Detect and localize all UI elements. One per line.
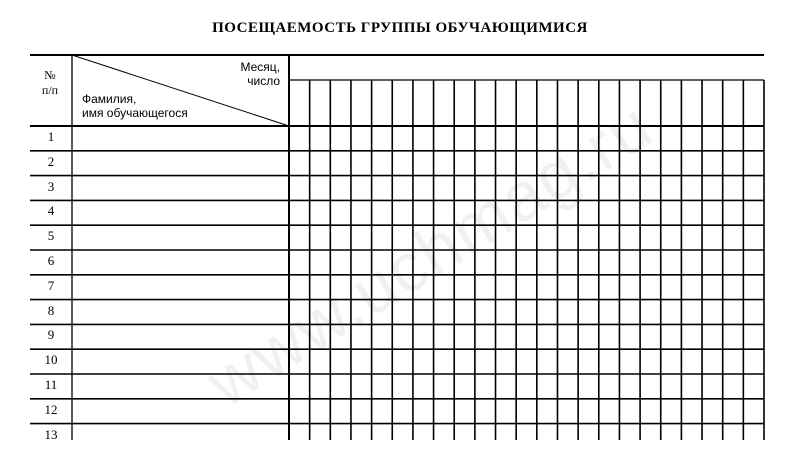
row-number: 13 [44,426,58,442]
header-surname-label: Фамилия, [82,92,137,106]
row-number: 6 [47,253,55,268]
header-number-abbr: п/п [41,83,59,97]
row-number: 2 [47,153,55,169]
header-month-label: Месяц, [240,60,280,74]
header-student-name [82,92,242,120]
row-number: 11 [44,377,58,392]
row-number: 3 [47,178,55,194]
row-number: 10 [44,352,58,368]
header-number [30,68,70,98]
watermark: www.uchmag.ru [193,86,667,422]
row-number: 8 [47,302,55,318]
row-number: 4 [47,203,55,219]
row-number: 9 [47,327,55,343]
row-number: 1 [47,129,55,144]
page-title: ПОСЕЩАЕМОСТЬ ГРУППЫ ОБУЧАЮЩИМИСЯ [212,20,588,36]
row-number: 5 [47,228,55,244]
row-number: 12 [44,401,58,417]
header-month-date [222,60,280,88]
row-number: 7 [47,277,55,293]
header-date-label: число [247,74,280,88]
header-number-sign: № [44,68,56,82]
header-firstname-label: имя обучающегося [82,106,188,120]
